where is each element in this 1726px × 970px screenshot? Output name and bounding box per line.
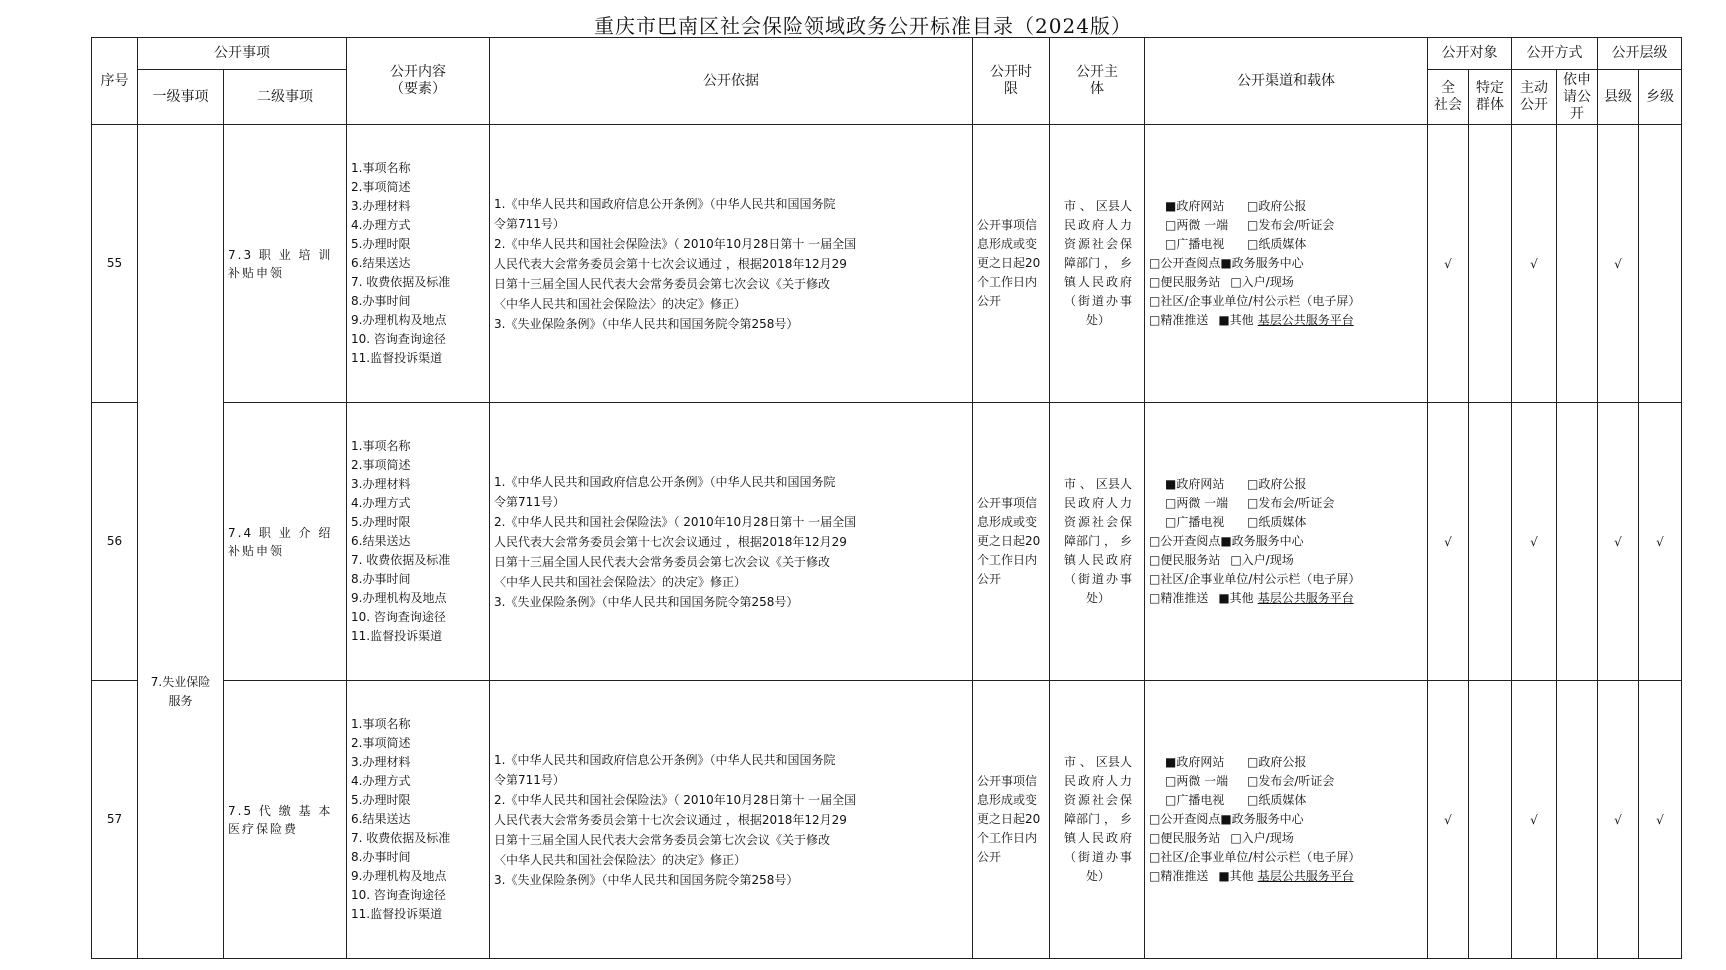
row-method-request: [1557, 681, 1598, 959]
row-audience-all: √: [1428, 125, 1469, 403]
channel-line-6: [1149, 292, 1427, 311]
row-method-active: √: [1512, 681, 1557, 959]
content-item: 8.办事时间: [351, 572, 411, 586]
row-channels: [1145, 125, 1428, 403]
row-method-request: [1557, 403, 1598, 681]
basis-line: 日第十三届全国人民代表大会常务委员会第七次会议《关于修改: [494, 554, 831, 569]
row-level2: [224, 125, 347, 403]
channel-press: □发布会/听证会: [1247, 218, 1335, 232]
header-method-active-text: 主动 公开: [1520, 80, 1548, 113]
basis-line: 1.《中华人民共和国政府信息公开条例》（中华人民共和国国务院: [494, 196, 836, 211]
header-audience-all: [1428, 70, 1469, 125]
basis-line: 3.《失业保险条例》（中华人民共和国国务院令第258号）: [494, 316, 799, 331]
channel-line-7: [1149, 311, 1427, 330]
channel-line-6: [1149, 848, 1427, 867]
channel-convenience: □便民服务站: [1149, 553, 1221, 567]
row-channels: [1145, 681, 1428, 959]
header-timing: [973, 38, 1050, 125]
header-audience-group: [1469, 70, 1512, 125]
basis-line: 日第十三届全国人民代表大会常务委员会第七次会议《关于修改: [494, 832, 831, 847]
content-item: 9.办理机构及地点: [351, 313, 447, 327]
channel-other-detail: 基层公共服务平台: [1257, 869, 1354, 883]
channel-service-center: ■政务服务中心: [1220, 256, 1304, 270]
row-content: [347, 681, 490, 959]
channel-convenience: □便民服务站: [1149, 275, 1221, 289]
channel-other: ■其他: [1218, 869, 1254, 883]
row-method-active: √: [1512, 125, 1557, 403]
content-item: 3.办理材料: [351, 199, 411, 213]
row-level-town: [1639, 125, 1682, 403]
table-row: [92, 125, 1682, 403]
row-timing: 公开事项信息形成或变更之日起20个工作日内公开: [973, 681, 1050, 959]
channel-other-detail: 基层公共服务平台: [1257, 313, 1354, 327]
content-item: 6.结果送达: [351, 534, 411, 548]
catalog-table: [91, 37, 1682, 959]
channel-line-2: [1149, 494, 1427, 513]
header-level1: 一级事项: [138, 70, 224, 125]
row-basis: [490, 125, 973, 403]
channel-line-6: [1149, 570, 1427, 589]
channel-website: ■政府网站: [1165, 199, 1225, 213]
basis-line: 3.《失业保险条例》（中华人民共和国国务院令第258号）: [494, 872, 799, 887]
basis-line: 人民代表大会常务委员会第十七次会议通过 ，根据2018年12月29: [494, 812, 847, 827]
content-list: [347, 437, 489, 646]
channel-community: □社区/企事业单位/村公示栏（电子屏）: [1149, 572, 1361, 586]
header-channels: 公开渠道和载体: [1145, 38, 1428, 125]
header-level2: 二级事项: [224, 70, 347, 125]
content-item: 6.结果送达: [351, 812, 411, 826]
content-item: 11.监督投诉渠道: [351, 351, 443, 365]
basis-line: 〈中华人民共和国社会保险法〉的决定》修正）: [494, 296, 747, 311]
content-item: 10. 咨询查询途径: [351, 888, 446, 902]
basis-line: 2.《中华人民共和国社会保险法》（ 2010年10月28日第十 一届全国: [494, 792, 857, 807]
basis-line: 〈中华人民共和国社会保险法〉的决定》修正）: [494, 852, 747, 867]
row-audience-all: √: [1428, 403, 1469, 681]
channel-line-5: [1149, 273, 1427, 292]
channel-line-3: [1149, 513, 1427, 532]
channel-line-2: [1149, 216, 1427, 235]
content-item: 2.事项简述: [351, 180, 411, 194]
basis-line: 3.《失业保险条例》（中华人民共和国国务院令第258号）: [494, 594, 799, 609]
channel-line-3: [1149, 791, 1427, 810]
channel-line-7: [1149, 589, 1427, 608]
header-audience-all-text: 全 社会: [1434, 80, 1462, 113]
channel-line-2: [1149, 772, 1427, 791]
content-item: 9.办理机构及地点: [351, 869, 447, 883]
channel-reading: □公开查阅点: [1149, 534, 1221, 548]
content-item: 3.办理材料: [351, 477, 411, 491]
content-item: 5.办理时限: [351, 515, 411, 529]
header-method-active: [1512, 70, 1557, 125]
row-level2-text: 7.3 职 业 培 训 补贴申领: [228, 247, 333, 280]
row-level1-text: 7.失业保险 服务: [150, 674, 211, 708]
content-item: 7. 收费依据及标准: [351, 831, 451, 845]
header-seq: 序号: [92, 38, 138, 125]
row-content: [347, 403, 490, 681]
channel-gazette: □政府公报: [1247, 199, 1307, 213]
row-level-county: √: [1598, 125, 1639, 403]
channel-gazette: □政府公报: [1247, 755, 1307, 769]
channel-line-5: [1149, 829, 1427, 848]
channel-website: ■政府网站: [1165, 755, 1225, 769]
channel-convenience: □便民服务站: [1149, 831, 1221, 845]
basis-line: 令第711号）: [494, 772, 565, 787]
row-audience-group: [1469, 125, 1512, 403]
header-method-request: [1557, 70, 1598, 125]
header-content: [347, 38, 490, 125]
channel-line-3: [1149, 235, 1427, 254]
header-level-town: 乡级: [1639, 70, 1682, 125]
channel-push: □精准推送: [1149, 591, 1209, 605]
content-item: 2.事项简述: [351, 458, 411, 472]
row-content: [347, 125, 490, 403]
content-item: 11.监督投诉渠道: [351, 907, 443, 921]
page-title: 重庆市巴南区社会保险领域政务公开标准目录（2024版）: [594, 14, 1132, 38]
row-level2: [224, 681, 347, 959]
content-item: 10. 咨询查询途径: [351, 610, 446, 624]
row-level2: [224, 403, 347, 681]
header-subject-text: 公开主 体: [1076, 64, 1118, 97]
channel-line-5: [1149, 551, 1427, 570]
channel-household: □入户/现场: [1230, 275, 1294, 289]
basis-line: 1.《中华人民共和国政府信息公开条例》（中华人民共和国国务院: [494, 752, 836, 767]
channel-reading: □公开查阅点: [1149, 256, 1221, 270]
content-item: 1.事项名称: [351, 161, 411, 175]
basis-line: 2.《中华人民共和国社会保险法》（ 2010年10月28日第十 一届全国: [494, 514, 857, 529]
basis-line: 〈中华人民共和国社会保险法〉的决定》修正）: [494, 574, 747, 589]
row-channels: [1145, 403, 1428, 681]
content-item: 11.监督投诉渠道: [351, 629, 443, 643]
channel-service-center: ■政务服务中心: [1220, 812, 1304, 826]
header-subject: [1050, 38, 1145, 125]
content-item: 5.办理时限: [351, 793, 411, 807]
channel-wechat: □两微 一端: [1165, 774, 1229, 788]
channel-paper: □纸质媒体: [1247, 515, 1307, 529]
channel-other: ■其他: [1218, 313, 1254, 327]
row-seq: 55: [92, 125, 138, 403]
row-method-request: [1557, 125, 1598, 403]
header-timing-text: 公开时 限: [990, 64, 1032, 97]
header-method-request-text: 依申 请公 开: [1563, 71, 1591, 122]
channel-press: □发布会/听证会: [1247, 774, 1335, 788]
table-row: [92, 681, 1682, 959]
content-item: 2.事项简述: [351, 736, 411, 750]
content-item: 7. 收费依据及标准: [351, 275, 451, 289]
channel-reading: □公开查阅点: [1149, 812, 1221, 826]
channel-household: □入户/现场: [1230, 553, 1294, 567]
row-level1: [138, 125, 224, 959]
channel-wechat: □两微 一端: [1165, 496, 1229, 510]
header-level: 公开层级: [1598, 38, 1682, 70]
content-item: 1.事项名称: [351, 717, 411, 731]
row-subject: 市 、 区县人民政府人力资源社会保障部门 ， 乡镇人民政府（街道办事处）: [1050, 125, 1145, 403]
header-method: 公开方式: [1512, 38, 1598, 70]
content-item: 9.办理机构及地点: [351, 591, 447, 605]
basis-line: 令第711号）: [494, 494, 565, 509]
row-audience-group: [1469, 403, 1512, 681]
channel-other-detail: 基层公共服务平台: [1257, 591, 1354, 605]
row-timing: 公开事项信息形成或变更之日起20个工作日内公开: [973, 403, 1050, 681]
table-row: [92, 403, 1682, 681]
channel-tv: □广播电视: [1165, 515, 1225, 529]
channel-push: □精准推送: [1149, 313, 1209, 327]
channel-line-1: [1149, 475, 1427, 494]
row-level-town: √: [1639, 681, 1682, 959]
basis-line: 2.《中华人民共和国社会保险法》（ 2010年10月28日第十 一届全国: [494, 236, 857, 251]
channel-service-center: ■政务服务中心: [1220, 534, 1304, 548]
row-level-county: √: [1598, 403, 1639, 681]
row-seq: 57: [92, 681, 138, 959]
channel-line-4: [1149, 810, 1427, 829]
channel-line-7: [1149, 867, 1427, 886]
content-item: 7. 收费依据及标准: [351, 553, 451, 567]
basis-line: 1.《中华人民共和国政府信息公开条例》（中华人民共和国国务院: [494, 474, 836, 489]
header-audience-group-text: 特定 群体: [1476, 80, 1504, 113]
channel-gazette: □政府公报: [1247, 477, 1307, 491]
header-items: 公开事项: [138, 38, 347, 70]
channel-push: □精准推送: [1149, 869, 1209, 883]
content-item: 5.办理时限: [351, 237, 411, 251]
row-level-town: √: [1639, 403, 1682, 681]
row-level2-text: 7.5 代 缴 基 本 医疗保险费: [228, 803, 333, 836]
row-basis: [490, 681, 973, 959]
header-audience: 公开对象: [1428, 38, 1512, 70]
table-body: [92, 125, 1682, 959]
channel-press: □发布会/听证会: [1247, 496, 1335, 510]
channel-wechat: □两微 一端: [1165, 218, 1229, 232]
row-method-active: √: [1512, 403, 1557, 681]
channel-line-1: [1149, 753, 1427, 772]
row-basis: [490, 403, 973, 681]
row-seq: 56: [92, 403, 138, 681]
content-item: 6.结果送达: [351, 256, 411, 270]
row-level2-text: 7.4 职 业 介 绍 补贴申领: [228, 525, 333, 558]
channel-line-1: [1149, 197, 1427, 216]
row-audience-group: [1469, 681, 1512, 959]
row-subject: 市 、 区县人民政府人力资源社会保障部门 ， 乡镇人民政府（街道办事处）: [1050, 403, 1145, 681]
row-timing: 公开事项信息形成或变更之日起20个工作日内公开: [973, 125, 1050, 403]
content-item: 4.办理方式: [351, 496, 411, 510]
row-level-county: √: [1598, 681, 1639, 959]
channel-community: □社区/企事业单位/村公示栏（电子屏）: [1149, 294, 1361, 308]
channel-paper: □纸质媒体: [1247, 793, 1307, 807]
channel-website: ■政府网站: [1165, 477, 1225, 491]
content-item: 8.办事时间: [351, 294, 411, 308]
row-subject: 市 、 区县人民政府人力资源社会保障部门 ， 乡镇人民政府（街道办事处）: [1050, 681, 1145, 959]
content-item: 10. 咨询查询途径: [351, 332, 446, 346]
content-item: 1.事项名称: [351, 439, 411, 453]
row-audience-all: √: [1428, 681, 1469, 959]
channel-household: □入户/现场: [1230, 831, 1294, 845]
content-item: 4.办理方式: [351, 774, 411, 788]
content-item: 3.办理材料: [351, 755, 411, 769]
content-list: [347, 159, 489, 368]
channel-line-4: [1149, 254, 1427, 273]
channel-tv: □广播电视: [1165, 237, 1225, 251]
content-item: 4.办理方式: [351, 218, 411, 232]
channel-line-4: [1149, 532, 1427, 551]
content-item: 8.办事时间: [351, 850, 411, 864]
channel-other: ■其他: [1218, 591, 1254, 605]
header-content-text: 公开内容 （要素）: [390, 64, 446, 97]
basis-line: 令第711号）: [494, 216, 565, 231]
basis-line: 日第十三届全国人民代表大会常务委员会第七次会议《关于修改: [494, 276, 831, 291]
header-level-county: 县级: [1598, 70, 1639, 125]
channel-tv: □广播电视: [1165, 793, 1225, 807]
content-list: [347, 715, 489, 924]
channel-paper: □纸质媒体: [1247, 237, 1307, 251]
channel-community: □社区/企事业单位/村公示栏（电子屏）: [1149, 850, 1361, 864]
basis-line: 人民代表大会常务委员会第十七次会议通过 ，根据2018年12月29: [494, 256, 847, 271]
basis-line: 人民代表大会常务委员会第十七次会议通过 ，根据2018年12月29: [494, 534, 847, 549]
header-basis: 公开依据: [490, 38, 973, 125]
